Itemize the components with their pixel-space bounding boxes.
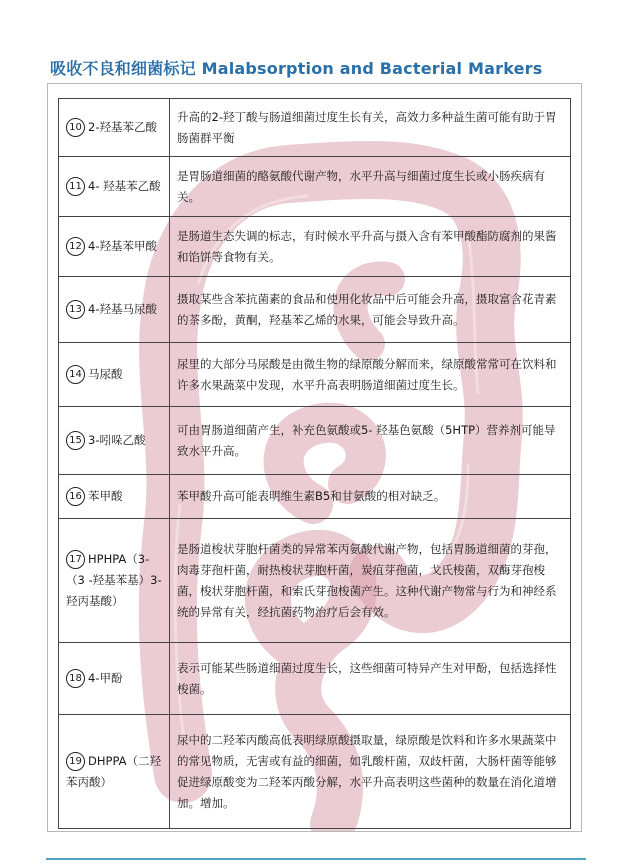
- marker-name-cell: [59, 715, 170, 829]
- marker-number: 12: [66, 237, 85, 256]
- marker-description: 是胃肠道细菌的酪氨酸代谢产物，水平升高与细菌过度生长或小肠疾病有关。: [170, 157, 571, 217]
- marker-name: HPHPA（3-（3 -羟基苯基）3-羟丙基酸）: [66, 552, 162, 608]
- table-row: [59, 99, 571, 157]
- marker-table-frame: [47, 83, 582, 832]
- marker-name-cell: [59, 277, 170, 343]
- marker-name-cell: [59, 407, 170, 475]
- marker-name: 2-羟基苯乙酸: [88, 120, 157, 134]
- marker-name-cell: [59, 99, 170, 157]
- marker-name: 4-羟基马尿酸: [88, 302, 157, 316]
- marker-name: 苯甲酸: [88, 489, 123, 503]
- marker-description: 尿中的二羟苯丙酸高低表明绿原酸摄取量，绿原酸是饮料和许多水果蔬菜中的常见物质，无害或有益的细菌，如乳酸杆菌，双歧杆菌，大肠杆菌等能够促进绿原酸变为二羟苯丙酸分解，水平升高表明这些菌种的数量在消化道增加。增加。: [170, 715, 571, 829]
- marker-name: 4- 羟基苯乙酸: [88, 179, 161, 193]
- marker-name-cell: [59, 643, 170, 715]
- marker-description: 摄取某些含苯抗菌素的食品和使用化妆品中后可能会升高，摄取富含花青素的茶多酚，黄酮，羟基苯乙烯的水果，可能会导致升高。: [170, 277, 571, 343]
- marker-name-cell: [59, 475, 170, 519]
- footer-divider: [46, 858, 586, 860]
- table-row: [59, 157, 571, 217]
- table-row: [59, 643, 571, 715]
- marker-description: 表示可能某些肠道细菌过度生长，这些细菌可特异产生对甲酚，包括选择性梭菌。: [170, 643, 571, 715]
- marker-number: 13: [66, 300, 85, 319]
- table-row: [59, 217, 571, 277]
- marker-number: 15: [66, 431, 85, 450]
- marker-description: 苯甲酸升高可能表明维生素B5和甘氨酸的相对缺乏。: [170, 475, 571, 519]
- marker-description: 是肠道生态失调的标志，有时候水平升高与摄入含有苯甲酸酯防腐剂的果酱和馅饼等食物有关。: [170, 217, 571, 277]
- marker-description: 尿里的大部分马尿酸是由微生物的绿原酸分解而来，绿原酸常常可在饮料和许多水果蔬菜中发现，水平升高表明肠道细菌过度生长。: [170, 343, 571, 407]
- table-row: [59, 277, 571, 343]
- marker-description: 是肠道梭状芽胞杆菌类的异常苯丙氨酸代谢产物，包括胃肠道细菌的芽孢，肉毒芽孢杆菌，耐热梭状芽胞杆菌，炭疽芽孢菌，戈氏梭菌，双酶芽孢梭菌，梭状芽胞杆菌，和索氏芽孢梭菌产生。这种代谢产物常与行为和神经系统的异常有关，经抗菌药物治疗后会有效。: [170, 519, 571, 643]
- table-row: [59, 407, 571, 475]
- marker-name-cell: [59, 217, 170, 277]
- marker-description: 可由胃肠道细菌产生，补充色氨酸或5- 羟基色氨酸（5HTP）营养剂可能导致水平升高。: [170, 407, 571, 475]
- marker-name: 4-羟基苯甲酸: [88, 239, 157, 253]
- markers-table: [58, 98, 571, 829]
- marker-name: 3-吲哚乙酸: [88, 433, 146, 447]
- table-row: [59, 475, 571, 519]
- marker-number: 17: [66, 550, 85, 569]
- marker-name: DHPPA（二羟苯丙酸）: [66, 753, 162, 789]
- marker-number: 18: [66, 669, 85, 688]
- marker-number: 14: [66, 365, 85, 384]
- table-row: [59, 715, 571, 829]
- table-row: [59, 519, 571, 643]
- section-title: 吸收不良和细菌标记 Malabsorption and Bacterial Markers: [50, 59, 543, 78]
- marker-name-cell: [59, 343, 170, 407]
- marker-name-cell: [59, 519, 170, 643]
- marker-name: 马尿酸: [88, 367, 123, 381]
- marker-number: 16: [66, 487, 85, 506]
- table-row: [59, 343, 571, 407]
- marker-number: 11: [66, 177, 85, 196]
- marker-description: 升高的2-羟丁酸与肠道细菌过度生长有关，高效力多种益生菌可能有助于胃肠菌群平衡: [170, 99, 571, 157]
- marker-number: 19: [66, 752, 85, 771]
- marker-name-cell: [59, 157, 170, 217]
- marker-name: 4-甲酚: [88, 671, 123, 685]
- marker-number: 10: [66, 118, 85, 137]
